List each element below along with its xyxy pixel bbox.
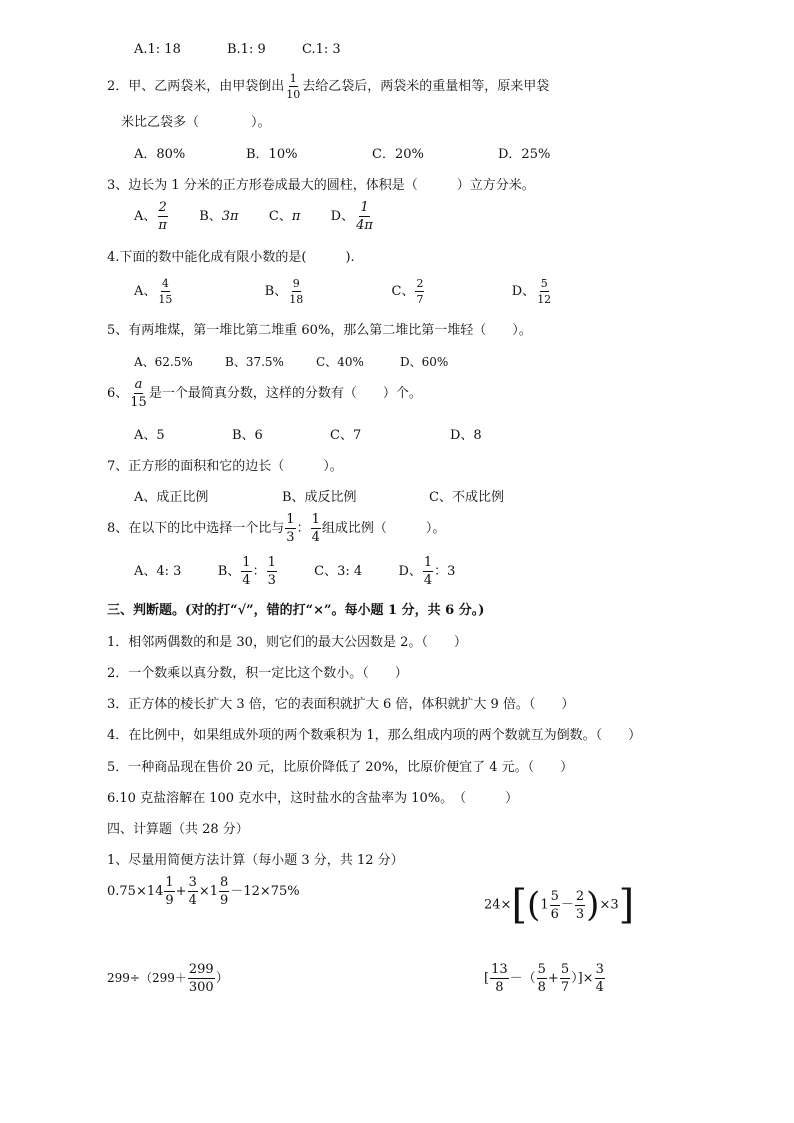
top-option-c: C.1: 3 [302, 42, 341, 57]
q4-c-label: C、 [391, 284, 415, 299]
q8-options [134, 556, 455, 587]
top-option-b: B.1: 9 [227, 42, 266, 57]
q8-b-label: B、 [217, 564, 241, 579]
q8-prefix: 8、在以下的比中选择一个比与 [107, 521, 285, 536]
q4-b-fraction: $\frac{9}{18}$ [289, 277, 304, 306]
q4-a-label: A、 [134, 284, 157, 299]
q2-option-b: B．10% [246, 147, 298, 162]
q3-d-label: D、 [330, 209, 355, 224]
q4-c-fraction: $\frac{2}{7}$ [416, 277, 424, 306]
q3-d-fraction: $\frac{1}{4\pi}$ [356, 200, 373, 233]
q8-suffix: 组成比例（ ）。 [321, 521, 446, 536]
q3-c-value: π [291, 209, 301, 224]
q6-line [107, 378, 422, 409]
q8-b-fraction-1: $\frac{1}{4}$ [242, 555, 251, 588]
q3-text: 3、边长为 1 分米的正方形卷成最大的圆柱，体积是（ ）立方分米。 [107, 178, 535, 193]
section3-item-1: 1．相邻两偶数的和是 30，则它们的最大公因数是 2。（ ） [107, 635, 467, 650]
q8-d-tail: ：3 [434, 564, 456, 579]
q8-line [107, 513, 445, 544]
q2-prefix: 2．甲、乙两袋米，由甲袋倒出 [107, 79, 285, 94]
q6-option-b: B、6 [232, 428, 263, 443]
q3-a-label: A、 [134, 209, 157, 224]
q2-line2: 米比乙袋多（ ）。 [121, 115, 271, 130]
section4-sub1: 1、尽量用简便方法计算（每小题 3 分，共 12 分） [107, 853, 404, 868]
q8-fraction-1: $\frac{1}{3}$ [286, 512, 295, 545]
q5-option-a: A、62.5% [134, 355, 193, 369]
section3-item-6: 6.10 克盐溶解在 100 克水中，这时盐水的含盐率为 10%。 （ ） [107, 791, 519, 806]
q4-d-fraction: $\frac{5}{12}$ [537, 277, 552, 306]
q8-fraction-2: $\frac{1}{4}$ [311, 512, 320, 545]
q6-text: 是一个最简真分数，这样的分数有（ ）个。 [148, 386, 422, 401]
calc-expression-2: 24×[(1 $\frac{5}{6}$ － $\frac{2}{3}$ )×3] [484, 882, 635, 928]
calc-expression-3: 299÷（299＋ $\frac{299}{300}$ ） [107, 962, 229, 995]
q5-option-c: C、40% [316, 355, 364, 369]
section3-item-5: 5．一种商品现在售价 20 元，比原价降低了 20%，比原价便宜了 4 元。（ ） [107, 760, 574, 775]
q3-b-label: B、 [199, 209, 222, 224]
q7-option-b: B、成反比例 [282, 490, 357, 505]
q8-b-colon: ： [252, 564, 266, 579]
q7-text: 7、正方形的面积和它的边长（ ）。 [107, 459, 343, 474]
q8-colon: ： [296, 521, 310, 536]
q2-option-c: C．20% [372, 147, 424, 162]
q2-option-d: D．25% [498, 147, 551, 162]
q6-option-a: A、5 [134, 428, 165, 443]
top-option-a: A.1: 18 [134, 42, 181, 57]
q2-line1 [107, 73, 549, 100]
q2-suffix: 去给乙袋后，两袋米的重量相等，原来甲袋 [302, 79, 550, 94]
section4-title: 四、计算题（共 28 分） [107, 822, 249, 837]
q5-option-b: B、37.5% [225, 355, 284, 369]
section3-title: 三、判断题。(对的打“√”，错的打“×”。每小题 1 分，共 6 分。) [107, 603, 485, 618]
q7-option-a: A、成正比例 [134, 490, 209, 505]
q5-option-d: D、60% [400, 355, 449, 369]
q6-option-c: C、7 [330, 428, 362, 443]
q3-a-fraction: $\frac{2}{\pi}$ [158, 200, 167, 233]
q8-option-c: C、3: 4 [314, 564, 363, 579]
section3-item-4: 4．在比例中，如果组成外项的两个数乘积为 1，那么组成内项的两个数就互为倒数。（ ） [107, 728, 642, 743]
q8-d-fraction: $\frac{1}{4}$ [423, 555, 433, 588]
calc-expression-4: [ $\frac{13}{8}$ －（ $\frac{5}{8}$ + $\frac{5}{7}$ ）]× $\frac{3}{4}$ [484, 962, 604, 995]
calc-expression-1: 0.75×14 $\frac{1}{9}$ + $\frac{3}{4}$ ×1 $\frac{8}{9}$ －12×75% [107, 875, 300, 908]
q4-options [134, 278, 553, 305]
q3-b-value: 3π [221, 209, 239, 224]
q8-b-fraction-2: $\frac{1}{3}$ [267, 555, 276, 588]
q3-options [134, 201, 375, 232]
q4-b-label: B、 [264, 284, 288, 299]
q8-d-label: D、 [398, 564, 422, 579]
q8-option-a: A、4: 3 [134, 564, 182, 579]
section3-item-3: 3．正方体的棱长扩大 3 倍，它的表面积就扩大 6 倍，体积就扩大 9 倍。（ ） [107, 697, 575, 712]
q2-option-a: A．80% [134, 147, 186, 162]
q4-text: 4.下面的数中能化成有限小数的是( ). [107, 250, 355, 265]
q6-fraction: $\frac{a}{15}$ [130, 377, 147, 410]
q5-text: 5、有两堆煤，第一堆比第二堆重 60%，那么第二堆比第一堆轻（ ）。 [107, 323, 532, 338]
q6-label: 6、 [107, 386, 129, 401]
q4-d-label: D、 [511, 284, 536, 299]
q7-option-c: C、不成比例 [429, 490, 504, 505]
q4-a-fraction: $\frac{4}{15}$ [158, 277, 173, 306]
q6-option-d: D、8 [450, 428, 482, 443]
q3-c-label: C、 [268, 209, 292, 224]
section3-item-2: 2．一个数乘以真分数，积一定比这个数小。（ ） [107, 666, 408, 681]
q2-fraction: $\frac{1}{10}$ [286, 72, 301, 101]
